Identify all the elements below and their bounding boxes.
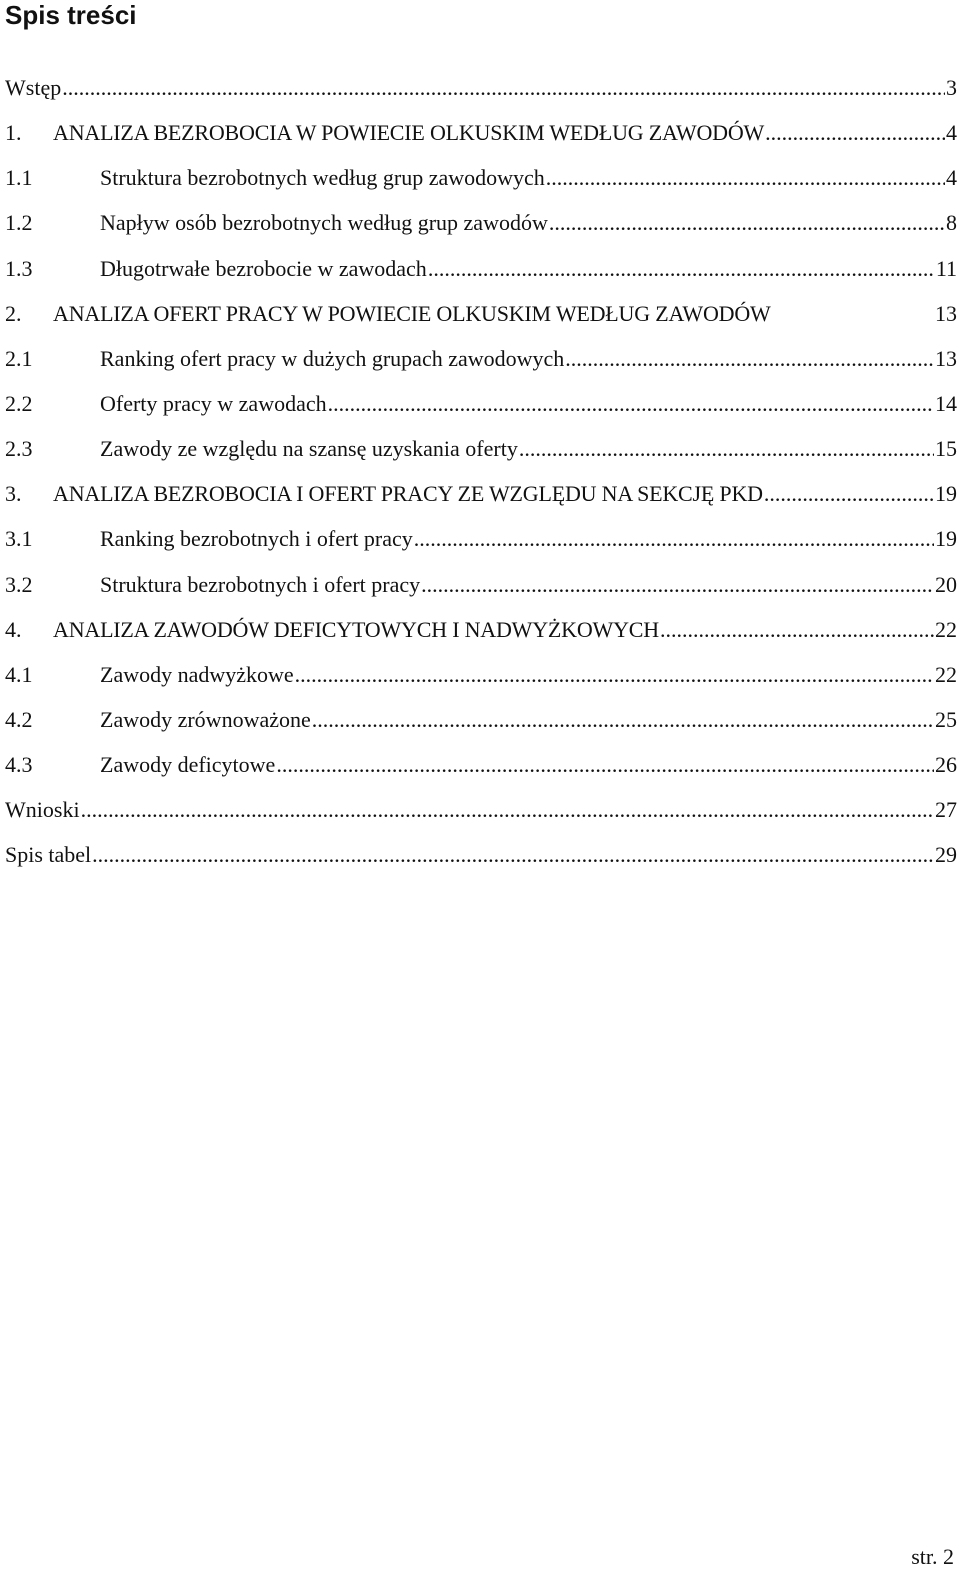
- toc-entry-number: 1.1: [5, 165, 33, 191]
- toc-entry-number: 4.: [5, 616, 22, 642]
- toc-entry-page: 11: [935, 255, 957, 281]
- toc-entry-number: 4.1: [5, 661, 33, 687]
- toc-dot-leader: [295, 652, 934, 697]
- toc-entry-title: ANALIZA BEZROBOCIA I OFERT PRACY ZE WZGLĘDU NA SEKCJĘ PKD: [53, 481, 763, 507]
- toc-entry-page: 22: [935, 616, 957, 642]
- toc-entry-page: 15: [935, 436, 957, 462]
- page-number: str. 2: [911, 1544, 954, 1569]
- toc-dot-leader: [565, 336, 934, 381]
- toc-dot-leader: [765, 110, 945, 155]
- toc-entry-page: 4: [946, 120, 957, 146]
- toc-entry-title: ANALIZA OFERT PRACY W POWIECIE OLKUSKIM WEDŁUG ZAWODÓW: [53, 300, 771, 326]
- toc-entry-wnioski[interactable]: [5, 787, 957, 832]
- toc-entry-title: Napływ osób bezrobotnych według grup zawodów: [100, 210, 548, 236]
- toc-entry-3[interactable]: [5, 471, 957, 516]
- toc-dot-leader: [660, 607, 934, 652]
- toc-entry-title: Długotrwałe bezrobocie w zawodach: [100, 255, 427, 281]
- toc-dot-leader: [546, 155, 945, 200]
- toc-entry-3-2[interactable]: [5, 562, 957, 607]
- toc-entry-page: 19: [935, 526, 957, 552]
- toc-entry-title: Ranking bezrobotnych i ofert pracy: [100, 526, 413, 552]
- toc-dot-leader: [549, 200, 945, 245]
- toc-dot-leader: [414, 516, 934, 561]
- toc-entry-2-3[interactable]: [5, 426, 957, 471]
- toc-entry-page: 27: [935, 797, 957, 823]
- toc-entry-page: 4: [946, 165, 957, 191]
- toc-entry-number: 2.2: [5, 390, 33, 416]
- toc-entry-number: 3.: [5, 481, 22, 507]
- toc-entry-1-2[interactable]: [5, 200, 957, 245]
- toc-dot-leader: [81, 787, 934, 832]
- toc-entry-page: 29: [935, 842, 957, 868]
- toc-entry-number: 1.2: [5, 210, 33, 236]
- toc-entry-1-3[interactable]: [5, 246, 957, 291]
- toc-entry-title: Zawody ze względu na szansę uzyskania oferty: [100, 436, 518, 462]
- toc-entry-title: Oferty pracy w zawodach: [100, 390, 327, 416]
- toc-entry-page: 25: [935, 706, 957, 732]
- toc-entry-page: 13: [935, 300, 957, 326]
- toc-entry-number: 2.1: [5, 345, 33, 371]
- toc-entry-number: 3.2: [5, 571, 33, 597]
- toc-entry-number: 1.3: [5, 255, 33, 281]
- toc-dot-leader: [276, 742, 934, 787]
- table-of-contents: [5, 65, 957, 878]
- toc-entry-page: 26: [935, 752, 957, 778]
- toc-entry-title: Zawody zrównoważone: [100, 706, 311, 732]
- toc-dot-leader: [62, 65, 945, 110]
- toc-entry-4-3[interactable]: [5, 742, 957, 787]
- toc-entry-number: 2.3: [5, 436, 33, 462]
- toc-entry-4-2[interactable]: [5, 697, 957, 742]
- toc-dot-leader: [92, 832, 934, 877]
- toc-entry-title: ANALIZA BEZROBOCIA W POWIECIE OLKUSKIM WEDŁUG ZAWODÓW: [53, 120, 765, 146]
- toc-entry-number: 4.3: [5, 752, 33, 778]
- toc-dot-leader: [328, 381, 934, 426]
- toc-entry-title: Spis tabel: [5, 842, 92, 868]
- toc-dot-leader: [519, 426, 934, 471]
- toc-dot-leader: [312, 697, 934, 742]
- toc-entry-4[interactable]: [5, 607, 957, 652]
- toc-entry-1-1[interactable]: [5, 155, 957, 200]
- toc-entry-2[interactable]: [5, 291, 957, 336]
- toc-dot-leader: [428, 246, 935, 291]
- toc-entry-2-1[interactable]: [5, 336, 957, 381]
- toc-entry-title: Struktura bezrobotnych według grup zawodowych: [100, 165, 545, 191]
- toc-entry-number: 2.: [5, 300, 22, 326]
- toc-entry-page: 19: [935, 481, 957, 507]
- toc-entry-2-2[interactable]: [5, 381, 957, 426]
- toc-entry-title: Struktura bezrobotnych i ofert pracy: [100, 571, 421, 597]
- toc-entry-title: Zawody nadwyżkowe: [100, 661, 294, 687]
- toc-entry-title: ANALIZA ZAWODÓW DEFICYTOWYCH I NADWYŻKOWYCH: [53, 616, 659, 642]
- toc-entry-title: Wnioski: [5, 797, 80, 823]
- toc-entry-page: 20: [935, 571, 957, 597]
- toc-entry-number: 1.: [5, 120, 22, 146]
- toc-entry-4-1[interactable]: [5, 652, 957, 697]
- toc-entry-1[interactable]: [5, 110, 957, 155]
- toc-title: Spis treści: [5, 0, 137, 30]
- toc-entry-page: 3: [946, 75, 957, 100]
- toc-entry-wstep[interactable]: [5, 65, 957, 110]
- toc-entry-number: 3.1: [5, 526, 33, 552]
- toc-entry-spis-tabel[interactable]: [5, 832, 957, 877]
- toc-entry-title: Ranking ofert pracy w dużych grupach zawodowych: [100, 345, 565, 371]
- toc-entry-3-1[interactable]: [5, 516, 957, 561]
- toc-entry-title: Wstęp: [5, 75, 62, 100]
- toc-dot-leader: [421, 562, 934, 607]
- toc-entry-page: 8: [946, 210, 957, 236]
- toc-entry-title: Zawody deficytowe: [100, 752, 276, 778]
- toc-entry-page: 14: [935, 390, 957, 416]
- toc-entry-number: 4.2: [5, 706, 33, 732]
- toc-dot-leader: [764, 471, 934, 516]
- toc-entry-page: 22: [935, 661, 957, 687]
- toc-entry-page: 13: [935, 345, 957, 371]
